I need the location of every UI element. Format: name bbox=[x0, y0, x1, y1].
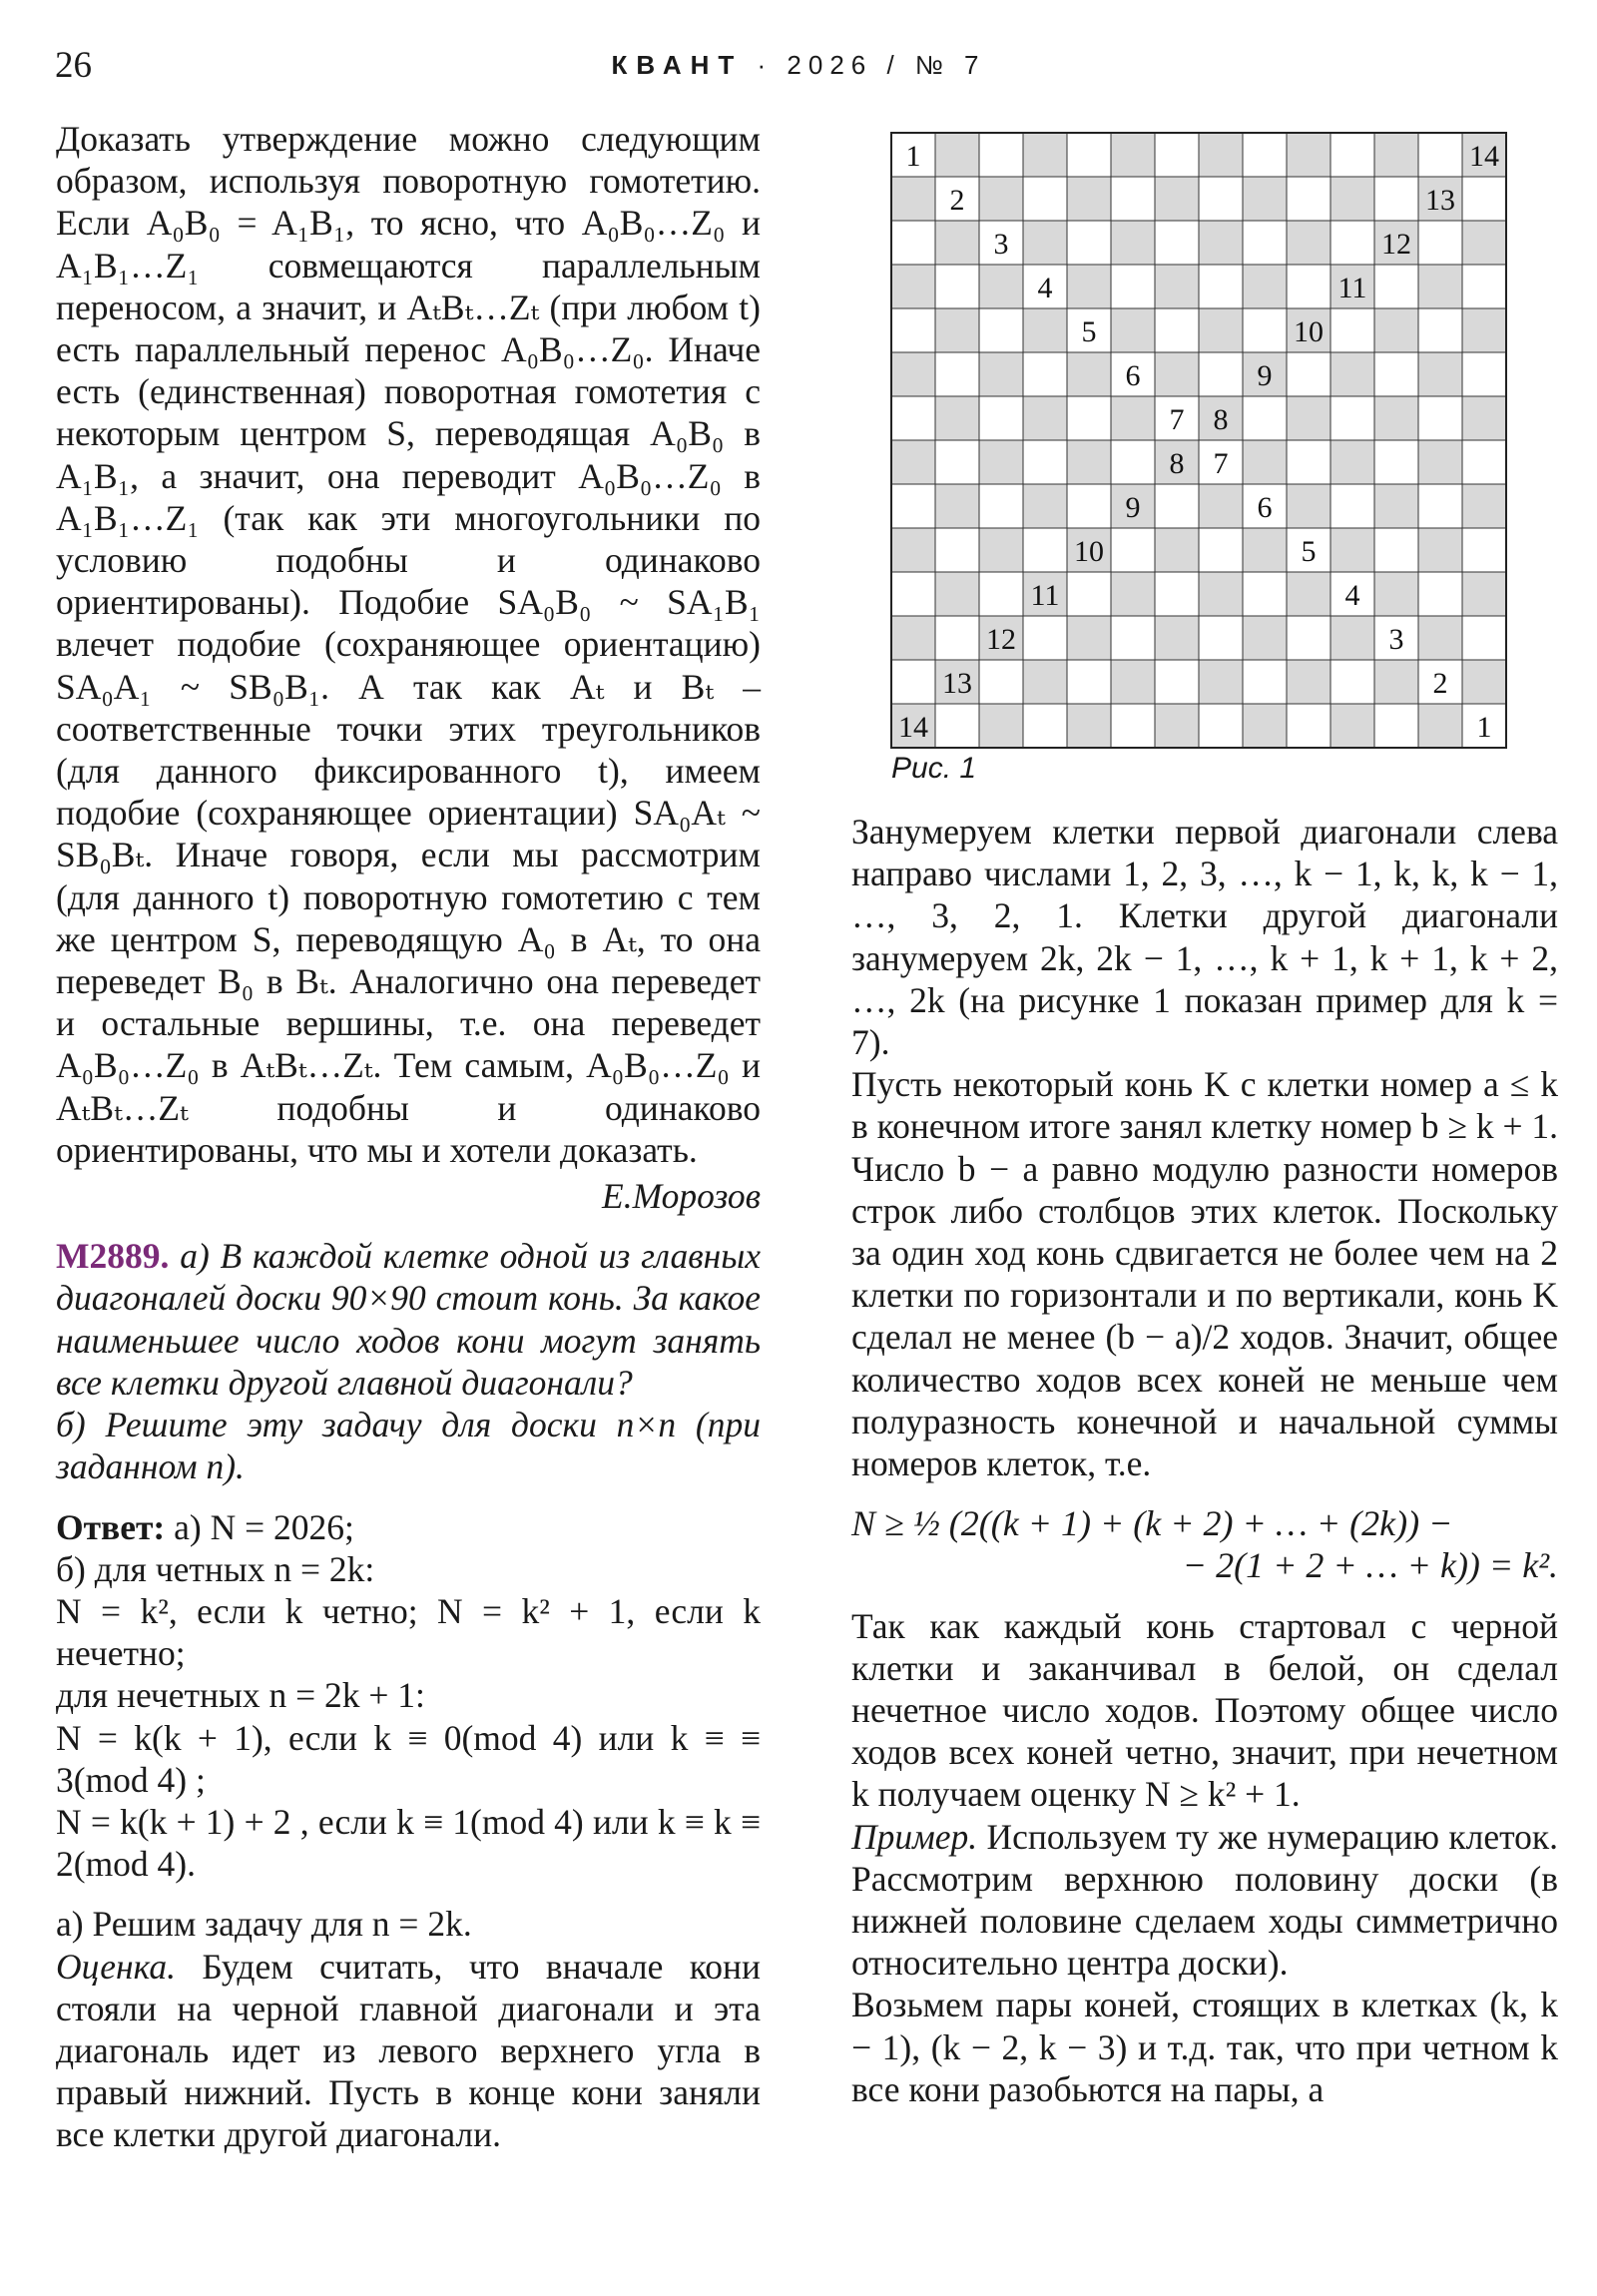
board-cell bbox=[1462, 221, 1506, 265]
board-cell bbox=[1199, 528, 1243, 572]
board-cell bbox=[891, 572, 935, 616]
board-cell bbox=[935, 484, 979, 528]
main-diagonal-label: 1 bbox=[1476, 711, 1492, 744]
board-cell bbox=[1331, 660, 1374, 704]
answer-a: а) N = 2026; bbox=[174, 1506, 354, 1547]
board-cell bbox=[1418, 133, 1462, 177]
main-diagonal-label: 3 bbox=[1388, 623, 1404, 656]
anti-diagonal-label: 8 bbox=[1169, 447, 1185, 480]
board-cell bbox=[1199, 221, 1243, 265]
board-cell bbox=[1243, 221, 1287, 265]
board-cell bbox=[935, 440, 979, 484]
page-number: 26 bbox=[55, 45, 92, 86]
board-cell bbox=[1243, 616, 1287, 660]
main-diagonal-label: 3 bbox=[993, 228, 1009, 261]
anti-diagonal-label: 9 bbox=[1257, 359, 1273, 392]
board-cell bbox=[1331, 396, 1374, 440]
board-cell bbox=[1111, 308, 1155, 352]
board-cell bbox=[1374, 352, 1418, 396]
board-cell bbox=[1418, 396, 1462, 440]
anti-diagonal-label: 10 bbox=[1294, 315, 1324, 348]
board-cell bbox=[1462, 352, 1506, 396]
board-cell bbox=[1374, 133, 1418, 177]
board-cell bbox=[1067, 660, 1111, 704]
board-cell bbox=[1023, 308, 1067, 352]
main-diagonal-label: 4 bbox=[1344, 579, 1360, 612]
board-cell bbox=[1462, 396, 1506, 440]
board-cell bbox=[1287, 660, 1331, 704]
anti-diagonal-label: 11 bbox=[1337, 272, 1367, 304]
board-cell bbox=[1067, 177, 1111, 221]
board-cell bbox=[979, 484, 1023, 528]
board-cell bbox=[1374, 396, 1418, 440]
board-cell bbox=[891, 177, 935, 221]
board-cell bbox=[1199, 133, 1243, 177]
board-cell bbox=[1287, 352, 1331, 396]
board-cell bbox=[891, 616, 935, 660]
board-cell bbox=[1155, 660, 1199, 704]
board-cell bbox=[1067, 484, 1111, 528]
problem-statement bbox=[56, 1235, 761, 1404]
board-cell bbox=[1287, 133, 1331, 177]
board-cell bbox=[1462, 308, 1506, 352]
board-cell bbox=[1462, 484, 1506, 528]
board-cell bbox=[1023, 484, 1067, 528]
board-cell bbox=[1155, 572, 1199, 616]
board-cell bbox=[1199, 308, 1243, 352]
board-cell bbox=[1023, 221, 1067, 265]
answer-b1: б) для четных n = 2k: bbox=[56, 1548, 375, 1589]
board-cell bbox=[1155, 308, 1199, 352]
board-cell bbox=[1418, 308, 1462, 352]
board-cell bbox=[1111, 265, 1155, 308]
main-diagonal-label: 1 bbox=[905, 140, 921, 173]
board-cell bbox=[935, 265, 979, 308]
board-cell bbox=[1023, 352, 1067, 396]
board-cell bbox=[1462, 440, 1506, 484]
board-cell bbox=[1243, 177, 1287, 221]
board-cell bbox=[1287, 484, 1331, 528]
example-paragraph bbox=[851, 1816, 1558, 1985]
board-cell bbox=[891, 396, 935, 440]
board-cell bbox=[979, 704, 1023, 748]
board-cell bbox=[979, 177, 1023, 221]
board-cell bbox=[1067, 704, 1111, 748]
board-cell bbox=[1155, 221, 1199, 265]
board-cell bbox=[1111, 704, 1155, 748]
board-cell bbox=[891, 484, 935, 528]
board-cell bbox=[1199, 572, 1243, 616]
board-cell bbox=[1243, 528, 1287, 572]
board-cell bbox=[1155, 704, 1199, 748]
proof-paragraph: Доказать утверждение можно следующим образом, используя поворотную гомотетию. Если A₀B₀ = A₁B₁, то ясно, что A₀B₀…Z₀ и A₁B₁…Z₁ совмещаются параллельным переносом, а значит, и AₜBₜ…Zₜ (при любом t) есть параллельный перенос A₀B₀…Z₀. Иначе есть (единственная) поворотная гомотетия с некоторым центром S, переводящая A₀B₀ в A₁B₁, а значит, она переводит A₀B₀…Z₀ в A₁B₁…Z₁ (так как эти многоугольники по условию подобны и одинаково ориентированы). Подобие SA₀B₀ ~ SA₁B₁ влечет подобие (сохраняющее ориентацию) SA₀A₁ ~ SB₀B₁. А так как Aₜ и Bₜ – соответственные точки этих треугольников (для данного фиксированного t), имеем подобие (сохраняющее ориентации) SA₀Aₜ ~ SB₀Bₜ. Иначе говоря, если мы рассмотрим (для данного t) поворотную гомотетию с тем же центром S, переводящую A₀ в Aₜ, то она переведет B₀ в Bₜ. Аналогично она переведет и остальные вершины, т.е. она переведет A₀B₀…Z₀ в AₜBₜ…Zₜ. Тем самым, A₀B₀…Z₀ и AₜBₜ…Zₜ подобны и одинаково ориентированы, что мы и хотели доказать. bbox=[56, 119, 761, 1170]
board-cell bbox=[1155, 528, 1199, 572]
board-cell bbox=[979, 352, 1023, 396]
chessboard-svg bbox=[888, 130, 1509, 751]
board-cell bbox=[1243, 440, 1287, 484]
board-cell bbox=[891, 528, 935, 572]
board-cell bbox=[1111, 572, 1155, 616]
board-cell bbox=[1462, 572, 1506, 616]
board-cell bbox=[1067, 616, 1111, 660]
board-cell bbox=[1374, 660, 1418, 704]
board-cell bbox=[1287, 440, 1331, 484]
anti-diagonal-label: 8 bbox=[1213, 403, 1229, 436]
board-cell bbox=[1462, 177, 1506, 221]
board-cell bbox=[1023, 616, 1067, 660]
problem-id: М2889. bbox=[56, 1236, 170, 1277]
board-cell bbox=[891, 352, 935, 396]
board-cell bbox=[1287, 572, 1331, 616]
board-cell bbox=[1418, 704, 1462, 748]
board-cell bbox=[1418, 572, 1462, 616]
parity-paragraph: Так как каждый конь стартовал с черной клетки и заканчивал в белой, он сделал нечетное число ходов. Поэтому общее число ходов всех коней четно, значит, при нечетном k получаем оценку N ≥ k² + 1. bbox=[851, 1605, 1558, 1815]
board-cell bbox=[1199, 704, 1243, 748]
board-cell bbox=[979, 265, 1023, 308]
board-cell bbox=[1023, 396, 1067, 440]
board-cell bbox=[1155, 133, 1199, 177]
board-cell bbox=[1067, 440, 1111, 484]
board-cell bbox=[1199, 352, 1243, 396]
board-cell bbox=[1155, 484, 1199, 528]
main-diagonal-label: 5 bbox=[1301, 535, 1317, 568]
board-cell bbox=[1243, 265, 1287, 308]
board-cell bbox=[1287, 221, 1331, 265]
board-cell bbox=[1023, 660, 1067, 704]
board-cell bbox=[1418, 484, 1462, 528]
board-cell bbox=[1023, 440, 1067, 484]
pairs-paragraph: Возьмем пары коней, стоящих в клетках (k, k − 1), (k − 2, k − 3) и т.д. так, что при четном k все кони разобьются на пары, а bbox=[851, 1985, 1558, 2109]
board-cell bbox=[979, 528, 1023, 572]
left-column bbox=[56, 118, 761, 2156]
board-cell bbox=[1111, 221, 1155, 265]
board-cell bbox=[1111, 616, 1155, 660]
answer-b4: N = k(k + 1), если k ≡ 0(mod 4) или k ≡ ≡ 3(mod 4) ; bbox=[56, 1717, 761, 1800]
board-cell bbox=[1111, 177, 1155, 221]
estimate-argument: Пусть некоторый конь K с клетки номер a ≤ k в конечном итоге занял клетку номер b ≥ k + 1. Число b − a равно модулю разности номеров строк либо столбцов этих клеток. Поскольку за один ход конь сдвигается не более чем на 2 клетки по горизонтали и по вертикали, конь K сделал не менее (b − a)/2 ходов. Значит, общее количество ходов всех коней не меньше чем полуразность конечной и начальной суммы номеров клеток, т.е. bbox=[851, 1064, 1558, 1484]
board-cell bbox=[1155, 177, 1199, 221]
board-cell bbox=[1243, 572, 1287, 616]
board-cell bbox=[1067, 221, 1111, 265]
board-cell bbox=[979, 396, 1023, 440]
board-cell bbox=[1199, 177, 1243, 221]
board-cell bbox=[979, 660, 1023, 704]
board-cell bbox=[1243, 308, 1287, 352]
board-cell bbox=[979, 308, 1023, 352]
board-cell bbox=[891, 265, 935, 308]
estimate-label: Оценка. bbox=[56, 1946, 176, 1987]
board-cell bbox=[1331, 484, 1374, 528]
board-cell bbox=[979, 572, 1023, 616]
answer-label: Ответ: bbox=[56, 1506, 166, 1547]
author-signature: Е.Морозов bbox=[602, 1176, 761, 1217]
anti-diagonal-label: 12 bbox=[1381, 228, 1411, 261]
board-cell bbox=[935, 528, 979, 572]
anti-diagonal-label: 12 bbox=[986, 623, 1016, 656]
board-cell bbox=[1331, 704, 1374, 748]
main-diagonal-label: 7 bbox=[1213, 447, 1229, 480]
board-cell bbox=[935, 221, 979, 265]
board-cell bbox=[1287, 704, 1331, 748]
board-cell bbox=[1243, 133, 1287, 177]
board-cell bbox=[1331, 352, 1374, 396]
board-cell bbox=[979, 440, 1023, 484]
formula-line-1: N ≥ ½ (2((k + 1) + (k + 2) + … + (2k)) − bbox=[851, 1503, 1453, 1544]
board-cell bbox=[891, 221, 935, 265]
board-cell bbox=[1199, 265, 1243, 308]
anti-diagonal-label: 10 bbox=[1074, 535, 1104, 568]
main-diagonal-label: 4 bbox=[1037, 272, 1053, 304]
board-cell bbox=[1111, 440, 1155, 484]
inequality-formula bbox=[851, 1502, 1558, 1586]
board-cell bbox=[1331, 616, 1374, 660]
board-cell bbox=[1287, 177, 1331, 221]
board-cell bbox=[891, 660, 935, 704]
anti-diagonal-label: 11 bbox=[1030, 579, 1060, 612]
board-cell bbox=[1374, 704, 1418, 748]
solution-a-heading: а) Решим задачу для n = 2k. bbox=[56, 1904, 472, 1945]
board-cell bbox=[1287, 265, 1331, 308]
board-cell bbox=[1023, 528, 1067, 572]
main-diagonal-label: 6 bbox=[1125, 359, 1141, 392]
board-cell bbox=[1462, 616, 1506, 660]
problem-text: а) В каждой клетке одной из главных диагоналей доски 90×90 стоит конь. За какое наименьшее число ходов кони могут занять все клетки другой главной диагонали? bbox=[56, 1236, 762, 1403]
estimate-paragraph bbox=[56, 1946, 761, 2156]
board-cell bbox=[1374, 572, 1418, 616]
journal-name: КВАНТ bbox=[611, 50, 744, 80]
header-separator: · bbox=[757, 50, 774, 80]
board-cell bbox=[1374, 265, 1418, 308]
board-cell bbox=[1374, 308, 1418, 352]
board-cell bbox=[1331, 177, 1374, 221]
main-diagonal-label: 2 bbox=[1432, 667, 1448, 700]
board-cell bbox=[1199, 484, 1243, 528]
board-cell bbox=[1243, 660, 1287, 704]
board-cell bbox=[1067, 396, 1111, 440]
board-cell bbox=[1155, 352, 1199, 396]
answer-b3: для нечетных n = 2k + 1: bbox=[56, 1675, 425, 1716]
board-cell bbox=[1418, 352, 1462, 396]
answer-b2: N = k², если k четно; N = k² + 1, если k нечетно; bbox=[56, 1590, 761, 1674]
board-cell bbox=[1418, 265, 1462, 308]
board-cell bbox=[1243, 704, 1287, 748]
numbering-paragraph: Занумеруем клетки первой диагонали слева направо числами 1, 2, 3, …, k − 1, k, k, k − 1, …, 3, 2, 1. Клетки другой диагонали занумеруем 2k, 2k − 1, …, k + 1, k + 1, k + 2, …, 2k (на рисунке 1 показан пример для k = 7). bbox=[851, 812, 1558, 1063]
board-cell bbox=[1155, 616, 1199, 660]
board-cell bbox=[1287, 396, 1331, 440]
anti-diagonal-label: 13 bbox=[1425, 184, 1455, 217]
board-cell bbox=[1331, 308, 1374, 352]
board-cell bbox=[1287, 616, 1331, 660]
board-cell bbox=[891, 308, 935, 352]
board-cell bbox=[1067, 572, 1111, 616]
board-cell bbox=[1374, 440, 1418, 484]
board-cell bbox=[1374, 177, 1418, 221]
board-cell bbox=[1199, 616, 1243, 660]
board-cell bbox=[1331, 440, 1374, 484]
board-cell bbox=[979, 133, 1023, 177]
main-diagonal-label: 2 bbox=[949, 184, 965, 217]
page-header bbox=[55, 44, 1542, 94]
board-cell bbox=[1199, 660, 1243, 704]
board-cell bbox=[1374, 528, 1418, 572]
board-cell bbox=[1462, 660, 1506, 704]
anti-diagonal-label: 9 bbox=[1125, 491, 1141, 524]
board-cell bbox=[1155, 265, 1199, 308]
figure-1-board bbox=[888, 130, 1509, 756]
board-cell bbox=[935, 133, 979, 177]
board-cell bbox=[1331, 133, 1374, 177]
main-diagonal-label: 6 bbox=[1257, 491, 1273, 524]
main-diagonal-label: 5 bbox=[1081, 315, 1097, 348]
board-cell bbox=[1331, 221, 1374, 265]
problem-part-b: б) Решите эту задачу для доски n×n (при заданном n). bbox=[56, 1405, 761, 1487]
board-cell bbox=[935, 308, 979, 352]
figure-caption: Рис. 1 bbox=[891, 752, 977, 785]
answer-b5: N = k(k + 1) + 2 , если k ≡ 1(mod 4) или k ≡ k ≡ 2(mod 4). bbox=[56, 1801, 761, 1885]
board-cell bbox=[1111, 133, 1155, 177]
board-cell bbox=[891, 440, 935, 484]
board-cell bbox=[1331, 528, 1374, 572]
anti-diagonal-label: 13 bbox=[942, 667, 972, 700]
board-cell bbox=[1067, 133, 1111, 177]
running-title bbox=[55, 50, 1542, 81]
board-cell bbox=[935, 616, 979, 660]
estimate-text: Будем считать, что вначале кони стояли на черной главной диагонали и эта диагональ идет из левого верхнего угла в правый нижний. Пусть в конце кони заняли все клетки другой диагонали. bbox=[56, 1946, 761, 2155]
anti-diagonal-label: 14 bbox=[898, 711, 928, 744]
board-cell bbox=[1023, 704, 1067, 748]
example-label: Пример. bbox=[851, 1816, 978, 1857]
board-cell bbox=[1418, 528, 1462, 572]
board-cell bbox=[935, 572, 979, 616]
board-cell bbox=[935, 704, 979, 748]
issue-number: 2026 / № 7 bbox=[787, 50, 986, 80]
board-cell bbox=[1111, 660, 1155, 704]
board-cell bbox=[1067, 265, 1111, 308]
board-cell bbox=[1462, 265, 1506, 308]
answer-line bbox=[56, 1506, 761, 1548]
board-cell bbox=[1374, 484, 1418, 528]
board-cell bbox=[1418, 221, 1462, 265]
formula-line-2: − 2(1 + 2 + … + k)) = k². bbox=[1182, 1545, 1558, 1586]
main-diagonal-label: 7 bbox=[1169, 403, 1185, 436]
board-cell bbox=[1243, 396, 1287, 440]
board-cell bbox=[1418, 616, 1462, 660]
right-column bbox=[851, 811, 1558, 2110]
anti-diagonal-label: 14 bbox=[1469, 140, 1499, 173]
board-cell bbox=[1067, 352, 1111, 396]
board-cell bbox=[1023, 177, 1067, 221]
board-cell bbox=[1023, 133, 1067, 177]
board-cell bbox=[1111, 396, 1155, 440]
board-cell bbox=[1418, 440, 1462, 484]
board-cell bbox=[935, 352, 979, 396]
example-text: Используем ту же нумерацию клеток. Рассмотрим верхнюю половину доски (в нижней половине сделаем ходы симметрично относительно центра доски). bbox=[851, 1816, 1559, 1984]
board-cell bbox=[1111, 528, 1155, 572]
board-cell bbox=[1462, 528, 1506, 572]
board-cell bbox=[935, 396, 979, 440]
